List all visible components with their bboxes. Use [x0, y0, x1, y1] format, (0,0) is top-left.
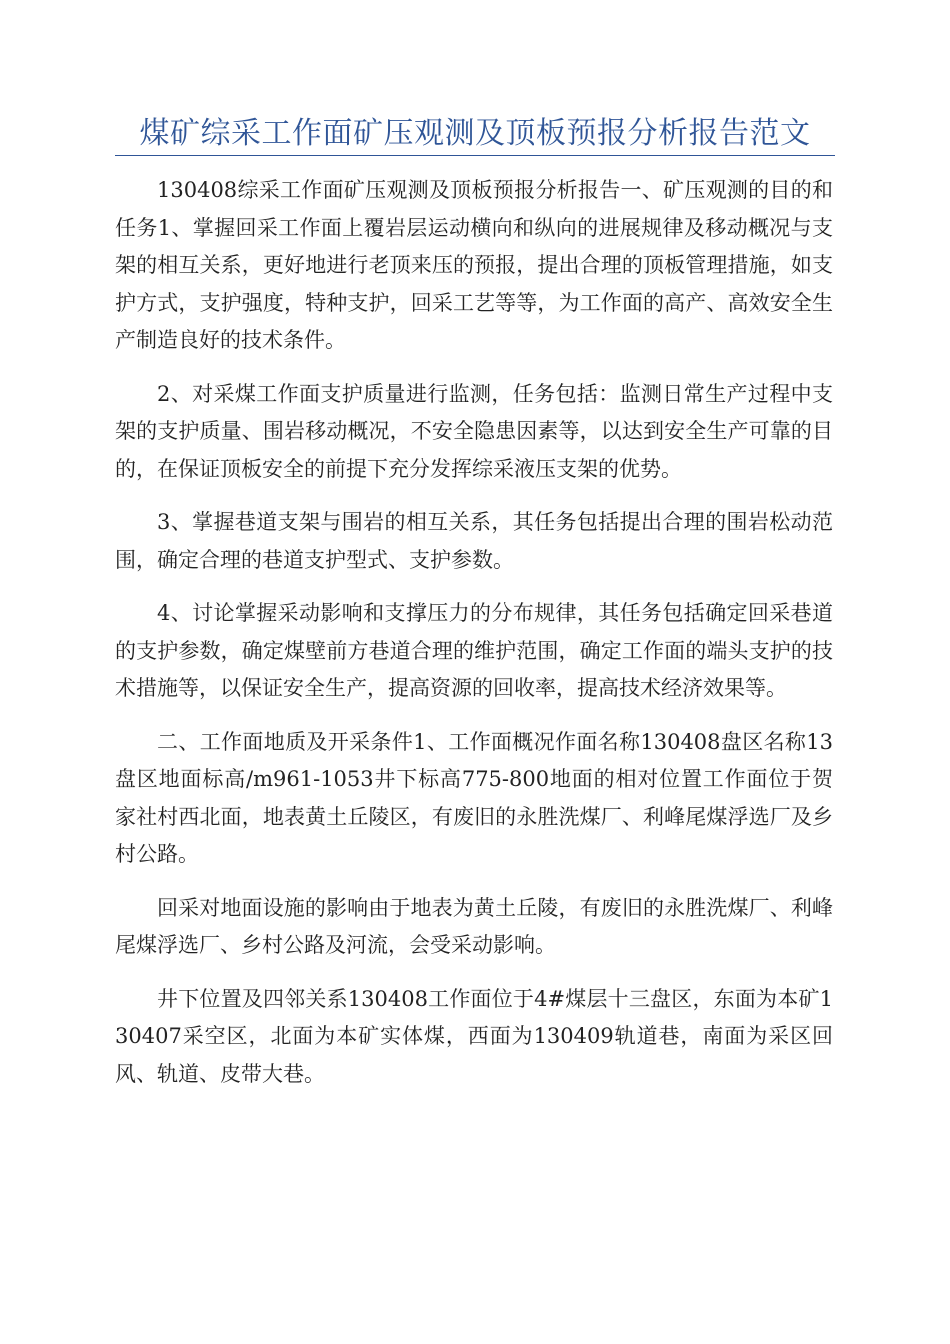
paragraph-5: 二、工作面地质及开采条件1、工作面概况作面名称130408盘区名称13盘区地面标高/m961-1053井下标高775-800地面的相对位置工作面位于贺家社村西北面，地表黄土丘陵区，有废旧的永胜洗煤厂、利峰尾煤浮选厂及乡村公路。 [115, 729, 833, 866]
paragraph-3: 3、掌握巷道支架与围岩的相互关系，其任务包括提出合理的围岩松动范围，确定合理的巷道支护型式、支护参数。 [115, 510, 833, 572]
paragraph-1: 130408综采工作面矿压观测及顶板预报分析报告一、矿压观测的目的和任务1、掌握回采工作面上覆岩层运动横向和纵向的进展规律及移动概况与支架的相互关系，更好地进行老顶来压的预报，提出合理的顶板管理措施，如支护方式，支护强度，特种支护，回采工艺等等，为工作面的高产、高效安全生产制造良好的技术条件。 [115, 178, 833, 352]
paragraph-7: 井下位置及四邻关系130408工作面位于4#煤层十三盘区，东面为本矿130407采空区，北面为本矿实体煤，西面为130409轨道巷，南面为采区回风、轨道、皮带大巷。 [115, 986, 833, 1086]
paragraph-2: 2、对采煤工作面支护质量进行监测，任务包括：监测日常生产过程中支架的支护质量、围岩移动概况，不安全隐患因素等，以达到安全生产可靠的目的，在保证顶板安全的前提下充分发挥综采液压支架的优势。 [115, 381, 833, 481]
title-underline [115, 155, 835, 156]
document-title: 煤矿综采工作面矿压观测及顶板预报分析报告范文 [139, 116, 811, 151]
paragraph-4: 4、讨论掌握采动影响和支撑压力的分布规律，其任务包括确定回采巷道的支护参数，确定煤壁前方巷道合理的维护范围，确定工作面的端头支护的技术措施等，以保证安全生产，提高资源的回收率，提高技术经济效果等。 [115, 601, 833, 700]
document-body [115, 172, 833, 1109]
paragraph-6: 回采对地面设施的影响由于地表为黄土丘陵，有废旧的永胜洗煤厂、利峰尾煤浮选厂、乡村公路及河流，会受采动影响。 [115, 895, 833, 957]
